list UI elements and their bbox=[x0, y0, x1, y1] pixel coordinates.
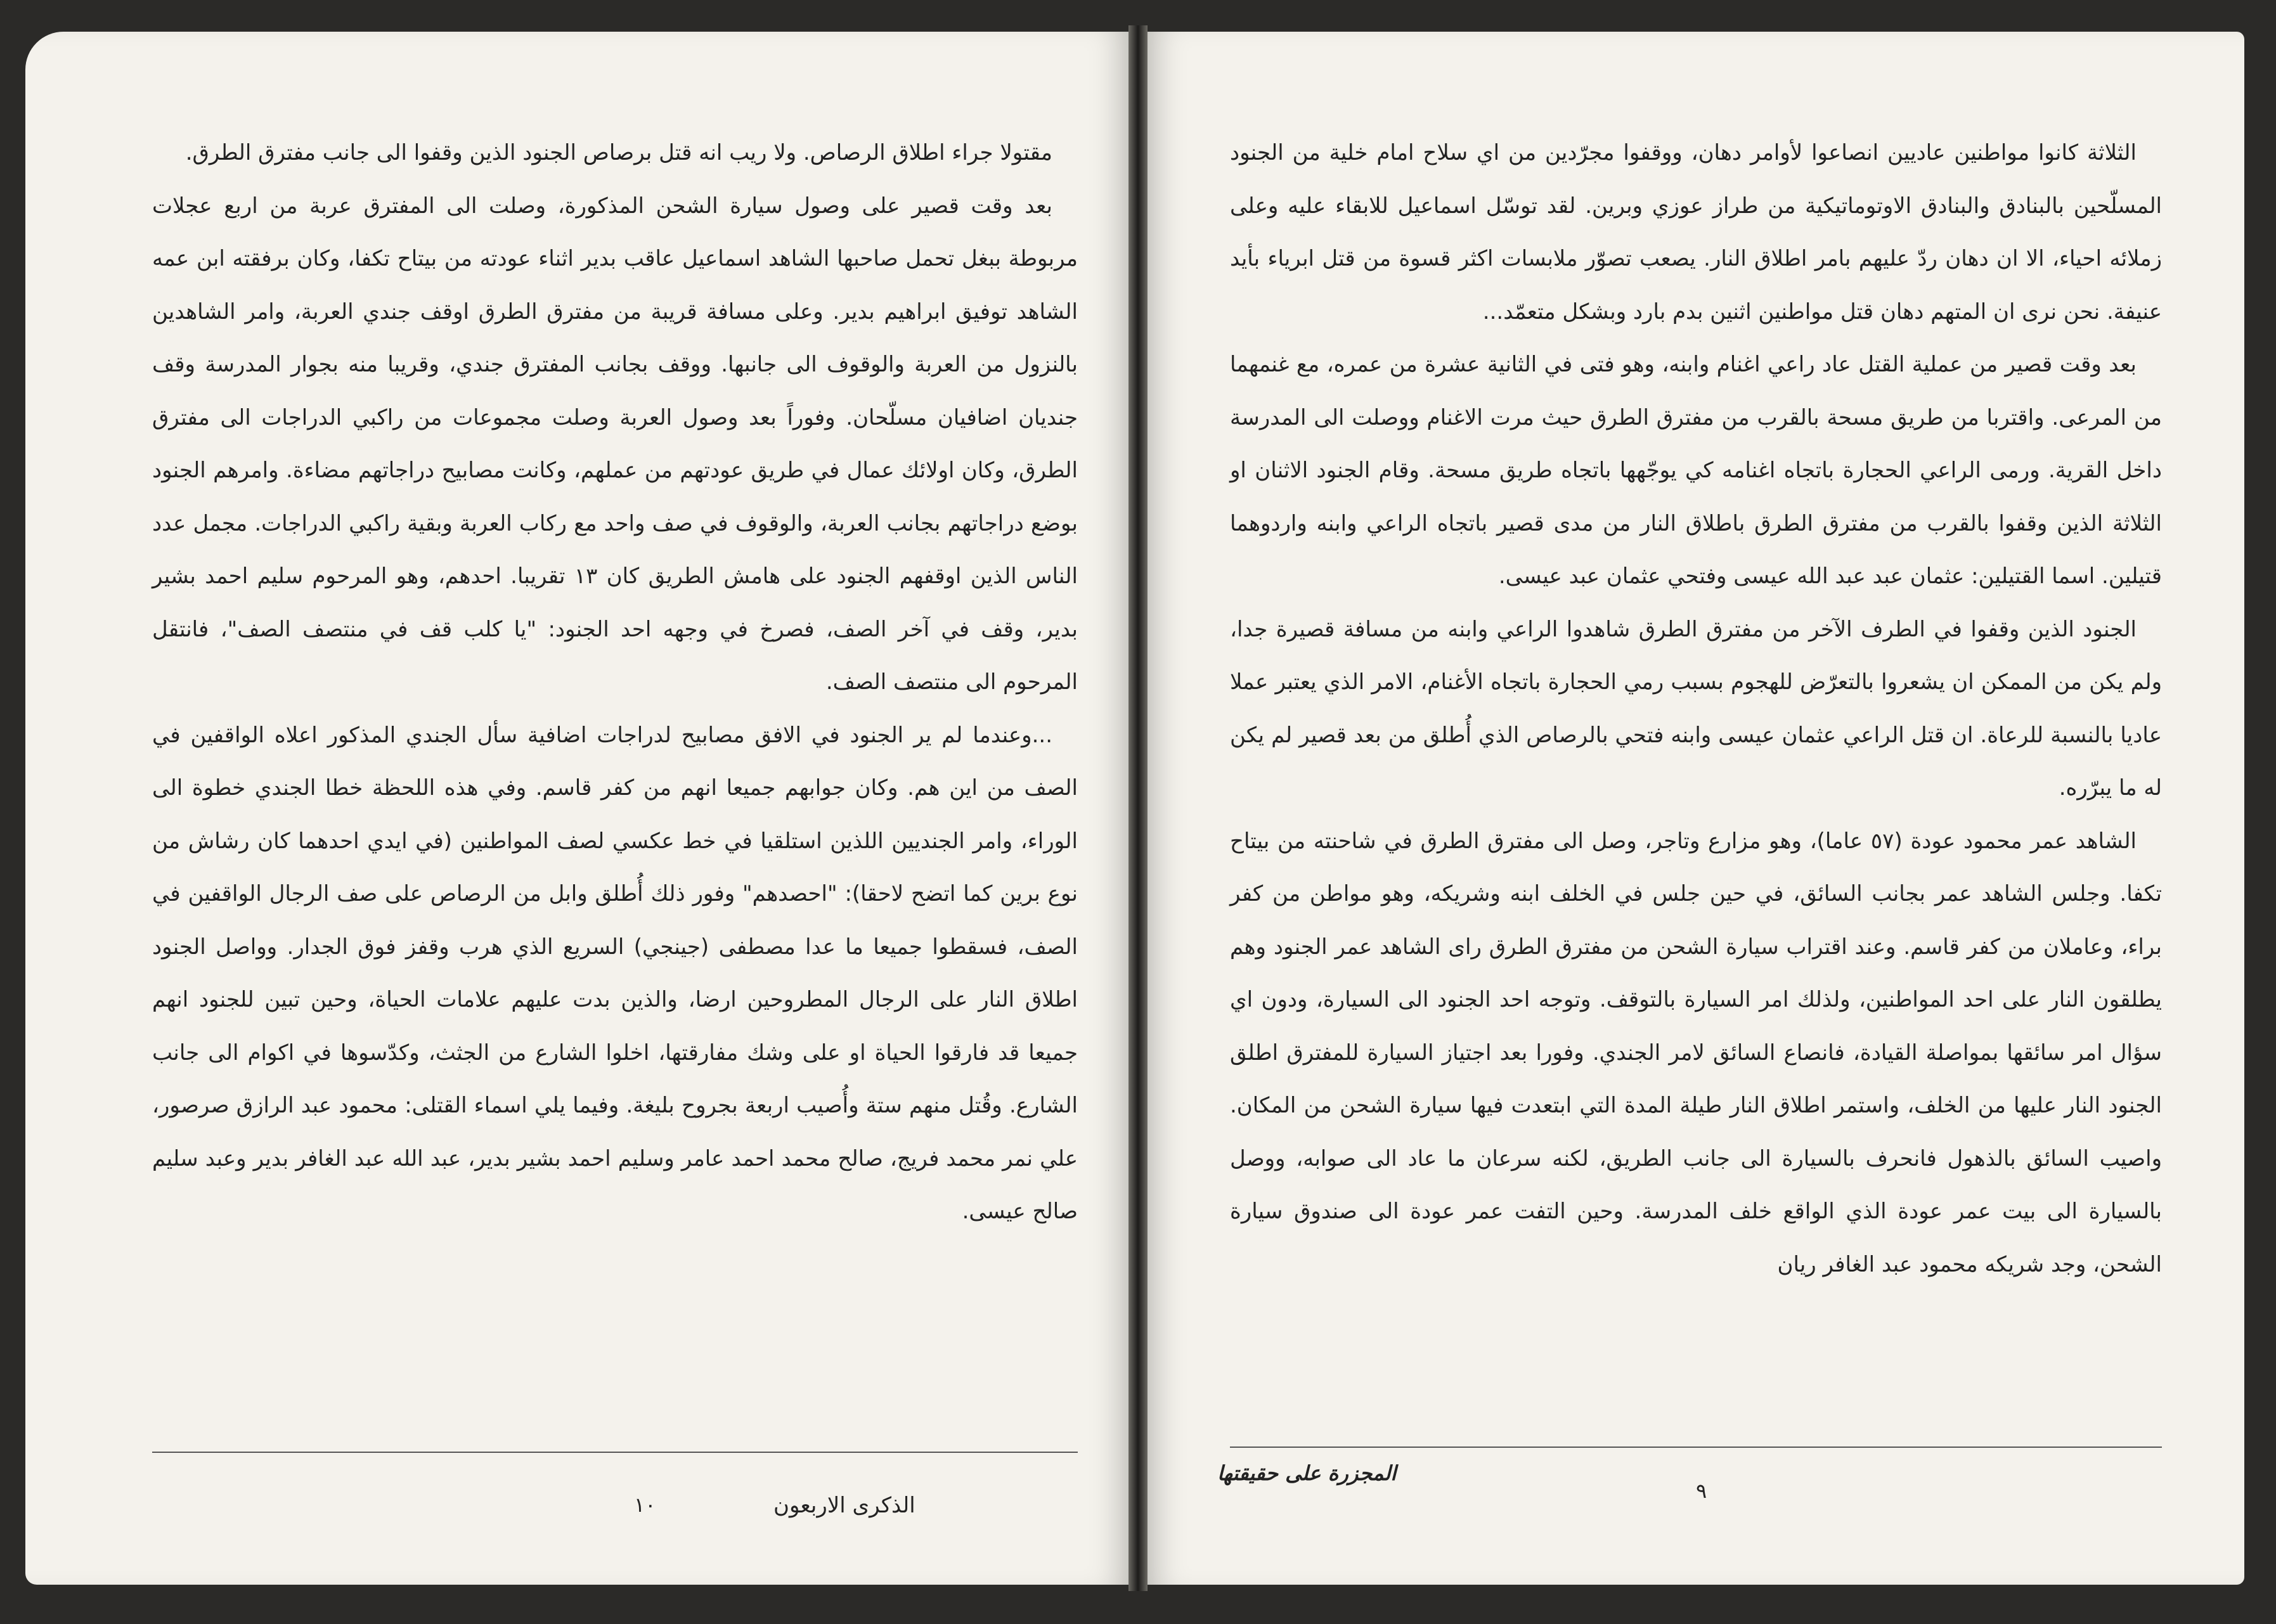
right-page-body bbox=[1230, 127, 2162, 1291]
paragraph: مقتولا جراء اطلاق الرصاص. ولا ريب انه قتل برصاص الجنود الذين وقفوا الى جانب مفترق الطرق. bbox=[185, 140, 1052, 165]
left-page-body bbox=[152, 127, 1078, 1239]
running-footer-title: الذكرى الاربعون bbox=[773, 1493, 915, 1518]
page-number: ١٠ bbox=[634, 1493, 656, 1517]
paragraph: ...وعندما لم ير الجنود في الافق مصابيح لدراجات اضافية سأل الجندي المذكور اعلاه الواقفين في الصف من اين هم. وكان جوابهم جميعا انهم من كفر قاسم. وفي هذه اللحظة خطا الجندي خطوة الى الوراء، وامر الجنديين اللذين استلقيا في خط عكسي لصف المواطنين (في ايدي احدهما كان رشاش من نوع برين كما اتضح لاحقا): "احصدهم" وفور ذلك أُطلق وابل من الرصاص على صف الرجال الواقفين في الصف، فسقطوا جميعا ما عدا مصطفى (جينجي) السريع الذي هرب وقفز فوق الجدار. وواصل الجنود اطلاق النار على الرجال المطروحين ارضا، والذين بدت عليهم علامات الحياة، وحين تبين للجنود انهم جميعا قد فارقوا الحياة او على وشك مفارقتها، اخلوا الشارع من الجثث، وكدّسوها في اكوام الى جانب الشارع. وقُتل منهم ستة وأُصيب اربعة بجروح بليغة. وفيما يلي اسماء القتلى: محمود عبد الرازق صرصور، علي نمر محمد فريج، صالح محمد احمد عامر وسليم احمد بشير بدير، عبد الله عبد الغافر بدير وعبد سليم صالح عيسى. bbox=[152, 722, 1078, 1224]
paragraph: بعد وقت قصير من عملية القتل عاد راعي اغنام وابنه، وهو فتى في الثانية عشرة من عمره، مع غنمهما من المرعى. واقتربا من طريق مسحة بالقرب من مفترق الطرق حيث مرت الاغنام ووصلت الى المدرسة داخل القرية. ورمى الراعي الحجارة باتجاه اغنامه كي يوجّهها باتجاه طريق مسحة. وقام الجنود الاثنان او الثلاثة الذين وقفوا بالقرب من مفترق الطرق باطلاق النار من مدى قصير باتجاه الراعي وابنه واردوهما قتيلين. اسما القتيلين: عثمان عبد عبد الله عيسى وفتحي عثمان عبد عيسى. bbox=[1230, 352, 2162, 589]
paragraph: بعد وقت قصير على وصول سيارة الشحن المذكورة، وصلت الى المفترق عربة من اربع عجلات مربوطة ببغل تحمل صاحبها الشاهد اسماعيل عاقب بدير اثناء عودته من بيتاح تكفا، وكان برفقته ابن عمه الشاهد توفيق ابراهيم بدير. وعلى مسافة قريبة من مفترق الطرق اوقف جندي العربة، وامر الشاهدين بالنزول من العربة والوقوف الى جانبها. ووقف بجانب المفترق جندي، وقريبا منه بجوار المدرسة وقف جنديان اضافيان مسلّحان. وفوراً بعد وصول العربة وصلت مجموعات من راكبي الدراجات الى مفترق الطرق، وكان اولائك عمال في طريق عودتهم من عملهم، وكانت مصابيح دراجاتهم مضاءة. وامرهم الجنود بوضع دراجاتهم بجانب العربة، والوقوف في صف واحد مع ركاب العربة وبقية راكبي الدراجات. مجمل عدد الناس الذين اوقفهم الجنود على هامش الطريق كان ١٣ تقريبا. احدهم، وهو المرحوم سليم احمد بشير بدير، وقف في آخر الصف، فصرخ في وجهه احد الجنود: "يا كلب قف في منتصف الصف"، فانتقل المرحوم الى منتصف الصف. bbox=[152, 193, 1078, 695]
right-page bbox=[1148, 32, 2244, 1585]
paragraph: الثلاثة كانوا مواطنين عاديين انصاعوا لأوامر دهان، ووقفوا مجرّدين من اي سلاح امام خلية من الجنود المسلّحين بالبنادق والبنادق الاوتوماتيكية من طراز عوزي وبرين. لقد توسّل اسماعيل للابقاء عليه وعلى زملائه احياء، الا ان دهان ردّ عليهم بامر اطلاق النار. يصعب تصوّر ملابسات اكثر قسوة من قتل ابرياء بأيد عنيفة. نحن نرى ان المتهم دهان قتل مواطنين اثنين بدم بارد وبشكل متعمّد... bbox=[1230, 140, 2162, 325]
paragraph: الشاهد عمر محمود عودة (٥٧ عاما)، وهو مزارع وتاجر، وصل الى مفترق الطرق في شاحنته من بيتاح تكفا. وجلس الشاهد عمر بجانب السائق، في حين جلس في الخلف ابنه وشريكه، وهو مواطن من كفر براء، وعاملان من كفر قاسم. وعند اقتراب سيارة الشحن من مفترق الطرق راى الشاهد عمر الجنود وهم يطلقون النار على احد المواطنين، ولذلك امر السيارة بالتوقف. وتوجه احد الجنود الى السيارة، ودون اي سؤال امر سائقها بمواصلة القيادة، فانصاع السائق لامر الجندي. وفورا بعد اجتياز السيارة للمفترق اطلق الجنود النار عليها من الخلف، واستمر اطلاق النار طيلة المدة التي ابتعدت فيها سيارة الشحن من المكان. واصيب السائق بالذهول فانحرف بالسيارة الى جانب الطريق، لكنه سرعان ما عاد الى صوابه، ووصل بالسيارة الى بيت عمر عودة الذي الواقع خلف المدرسة. وحين التفت عمر عودة الى صندوق سيارة الشحن، وجد شريكه محمود عبد الغافر ريان bbox=[1230, 828, 2162, 1277]
footer-rule bbox=[1230, 1447, 2162, 1448]
paragraph: الجنود الذين وقفوا في الطرف الآخر من مفترق الطرق شاهدوا الراعي وابنه من مسافة قصيرة جدا، ولم يكن من الممكن ان يشعروا بالتعرّض للهجوم بسبب رمي الحجارة باتجاه الأغنام، الامر الذي يعتبر عملا عاديا بالنسبة للرعاة. ان قتل الراعي عثمان عيسى وابنه فتحي بالرصاص الذي أُطلق من بعد قصير لم يكن له ما يبرّره. bbox=[1230, 616, 2162, 801]
page-number: ٩ bbox=[1696, 1479, 1707, 1503]
running-footer-title: المجزرة على حقيقتها bbox=[1217, 1461, 1397, 1485]
footer-rule bbox=[152, 1452, 1078, 1453]
book-spread bbox=[25, 25, 2244, 1591]
left-page bbox=[25, 32, 1128, 1585]
book-gutter bbox=[1128, 25, 1148, 1591]
